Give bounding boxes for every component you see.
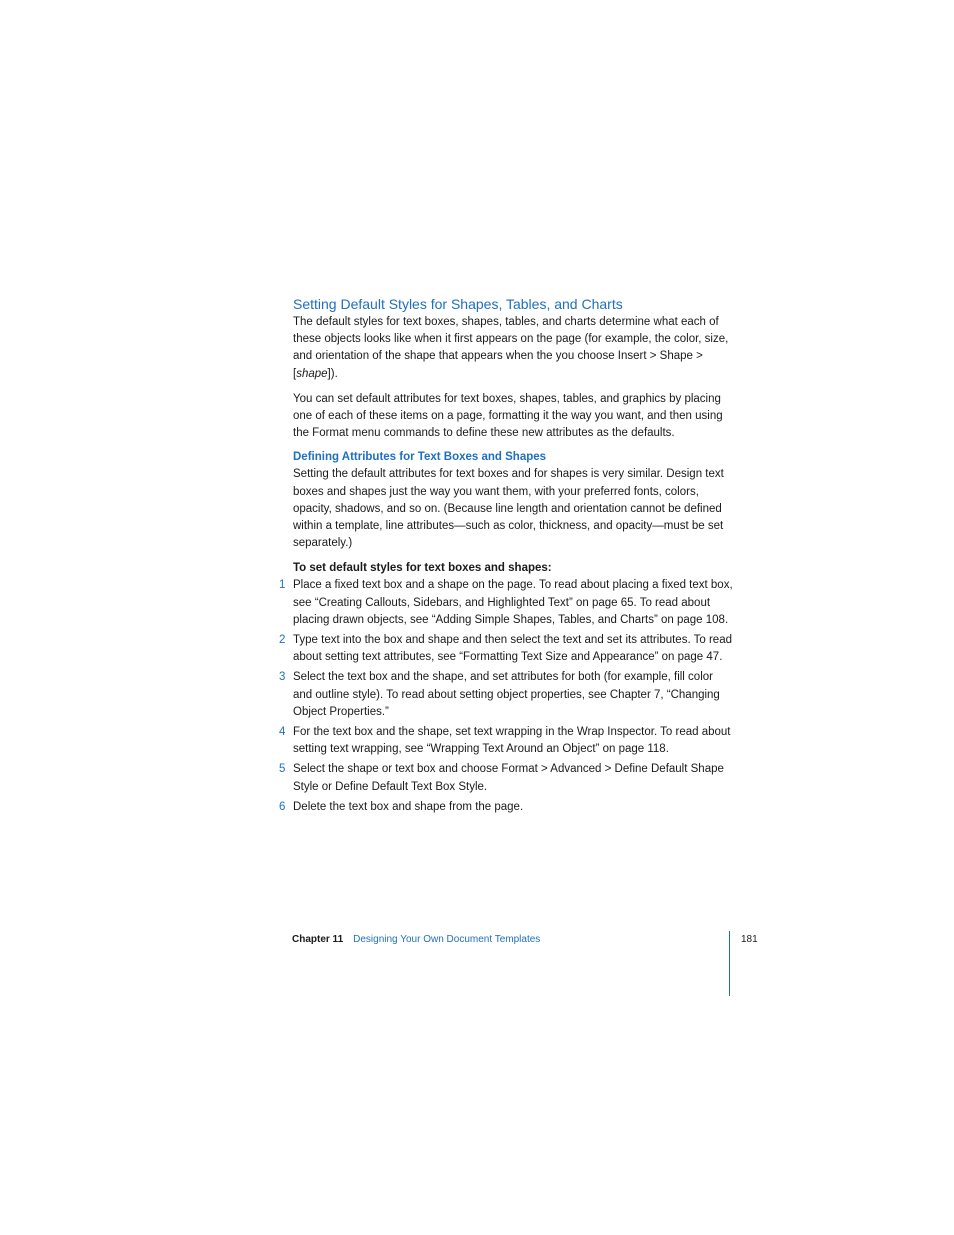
main-content xyxy=(279,294,733,816)
step-number: 2 xyxy=(279,634,286,647)
steps-list xyxy=(279,577,733,816)
intro-text-part1: The default styles for text boxes, shapes, tables, and charts determine what each of these objects looks like when it first appears on the page (for example, the color, size, and orientation of the shape that appears when the you choose Insert > Shape > [ xyxy=(293,316,729,380)
footer-divider xyxy=(729,931,730,996)
list-item xyxy=(279,799,733,816)
step-text: Delete the text box and shape from the page. xyxy=(293,800,524,813)
intro-paragraph xyxy=(293,314,733,383)
section-heading: Setting Default Styles for Shapes, Tables, and Charts xyxy=(293,296,623,312)
step-number: 1 xyxy=(279,579,286,592)
page-footer xyxy=(292,932,540,948)
step-number: 3 xyxy=(279,671,286,684)
subsection-heading: Defining Attributes for Text Boxes and Shapes xyxy=(293,451,547,464)
footer-chapter-label: Chapter 11 xyxy=(292,934,344,945)
step-text: Place a fixed text box and a shape on the page. To read about placing a fixed text box, see “Creating Callouts, Sidebars, and Highlighted Text” on page 65. To read about placing drawn objects, see “Adding Simple Shapes, Tables, and Charts” on page 108. xyxy=(293,579,733,626)
list-item xyxy=(279,669,733,721)
step-number: 6 xyxy=(279,800,286,813)
body-paragraph-2: You can set default attributes for text boxes, shapes, tables, and graphics by placing one of each of these items on a page, formatting it the way you want, and then using the Format menu commands to define these new attributes as the defaults. xyxy=(293,392,723,440)
step-text: Select the text box and the shape, and set attributes for both (for example, fill color and outline style). To read about setting object properties, see Chapter 7, “Changing Object Properties.” xyxy=(293,671,720,718)
list-item xyxy=(279,577,733,629)
step-number: 5 xyxy=(279,763,286,776)
list-item xyxy=(279,761,733,795)
intro-text-part2: ]). xyxy=(327,367,338,380)
task-heading: To set default styles for text boxes and shapes: xyxy=(293,562,552,575)
subsection-paragraph: Setting the default attributes for text boxes and for shapes is very similar. Design text boxes and shapes just the way you want them, with your preferred fonts, colors, opacity, shadows, and so on. (Because line length and orientation cannot be defined within a template, line attributes—such as color, thickness, and opacity—must be set separately.) xyxy=(293,468,724,550)
step-text: Type text into the box and shape and then select the text and set its attributes. To read about setting text attributes, see “Formatting Text Size and Appearance” on page 47. xyxy=(293,634,732,664)
step-number: 4 xyxy=(279,726,286,739)
list-item xyxy=(279,632,733,666)
footer-chapter-title: Designing Your Own Document Templates xyxy=(353,934,541,945)
intro-text-italic: shape xyxy=(296,367,328,380)
page-number: 181 xyxy=(741,934,758,945)
step-text: For the text box and the shape, set text wrapping in the Wrap Inspector. To read about setting text wrapping, see “Wrapping Text Around an Object” on page 118. xyxy=(293,726,731,756)
step-text: Select the shape or text box and choose Format > Advanced > Define Default Shape Style or Define Default Text Box Style. xyxy=(293,763,724,793)
list-item xyxy=(279,724,733,758)
